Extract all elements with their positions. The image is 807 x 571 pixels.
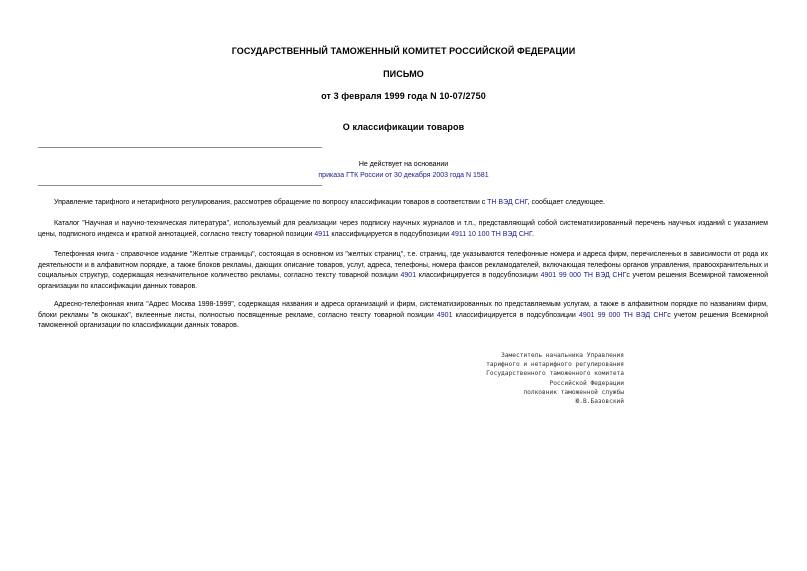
paragraph-3-text-1: Телефонная книга - справочное издание "Желтые страницы", состоящая в основном из "желтых страниц", т.е. страниц, где указываются телефонные номера и адреса фирм, перечисленных в зависимости от рода их деятельности и в алфавитном порядке, а также блоков рекламы, дающих описание товаров, услуг, адреса, телефоны, номера факсов рекламодателей, включающая телефоны органов управления, правоохранительных и социальных структур, содержащая незначительное количество рекламы, согласно тексту товарной позиции bbox=[38, 251, 768, 279]
signature-position-line-4: Российской Федерации bbox=[549, 379, 624, 387]
heading-4901-link-2[interactable]: 4901 bbox=[436, 311, 453, 319]
heading-4901-link[interactable]: 4901 bbox=[400, 272, 417, 279]
paragraph-1-text-1: Управление тарифного и нетарифного регулирования, рассмотрев обращение по вопросу классификации товаров в соответствии с bbox=[54, 199, 488, 206]
subheading-4911-10-100-link[interactable]: 4911 10 100 ТН ВЭД СНГ bbox=[451, 230, 532, 238]
paragraph-3-text-3: с учетом решения Всемирной таможенной организации по классификации данных товаров. bbox=[38, 272, 769, 290]
signature-block bbox=[420, 351, 624, 406]
subheading-4901-99-000-link[interactable]: 4901 99 000 ТН ВЭД СНГ bbox=[540, 272, 627, 279]
paragraph-1-text-2: , сообщает следующее. bbox=[527, 199, 605, 206]
document-type: ПИСЬМО bbox=[383, 69, 424, 79]
tn-ved-link[interactable]: ТН ВЭД СНГ bbox=[487, 199, 528, 206]
paragraph-1 bbox=[38, 198, 768, 209]
paragraph-4-text-2: классифицируется в подсубпозиции bbox=[452, 311, 579, 319]
signature-position-line-3: Государственного таможенного комитета bbox=[486, 370, 624, 378]
paragraph-4-text-1: Адресно-телефонная книга "Адрес Москва 1998-1999", содержащая названия и адреса организаций и фирм, систематизированных по представляемым услугам, а также в алфавитном порядке по названиям фирм, блоки рекламы "в окошках", вклеенные листы, полностью посвященные рекламе, согласно тексту товарной позиции bbox=[38, 301, 768, 319]
paragraph-3 bbox=[38, 250, 768, 292]
heading-4911-link[interactable]: 4911 bbox=[314, 230, 330, 238]
paragraph-3-text-2: классифицируется в подсубпозиции bbox=[416, 272, 541, 279]
paragraph-2-text-3: . bbox=[531, 230, 534, 238]
notice-top-rule bbox=[38, 147, 322, 148]
document-date-number: от 3 февраля 1999 года N 10-07/2750 bbox=[321, 91, 486, 101]
status-notice bbox=[0, 159, 807, 181]
subheading-4901-99-000-link-2[interactable]: 4901 99 000 ТН ВЭД СНГ bbox=[578, 311, 668, 319]
document-subject: О классификации товаров bbox=[342, 122, 465, 132]
organization-title: ГОСУДАРСТВЕННЫЙ ТАМОЖЕННЫЙ КОМИТЕТ РОССИЙСКОЙ ФЕДЕРАЦИИ bbox=[231, 46, 576, 56]
repeal-order-link[interactable]: приказа ГТК России от 30 декабря 2003 года N 1581 bbox=[318, 172, 489, 179]
signature-position-line-2: тарифного и нетарифного регулирования bbox=[486, 361, 624, 369]
paragraph-4 bbox=[38, 300, 768, 332]
paragraph-2-text-1: Каталог "Научная и научно-техническая литература", используемый для реализации через подписку научных журналов и т.п., представляющий собой систематизированный перечень научных изданий с указанием цены, подписного индекса и краткой аннотацией, согласно тексту товарной позиции bbox=[38, 220, 768, 238]
signature-position-line-1: Заместитель начальника Управления bbox=[501, 352, 624, 359]
paragraph-4-text-3: с учетом решения Всемирной таможенной организации по классификации данных товаров. bbox=[38, 311, 769, 329]
signature-rank: полковник таможенной службы bbox=[523, 388, 624, 396]
status-notice-text: Не действует на основании bbox=[358, 161, 449, 168]
paragraph-2 bbox=[38, 219, 768, 240]
signature-name: Ю.В.Базовский bbox=[575, 398, 624, 406]
paragraph-2-text-2: классифицируется в подсубпозиции bbox=[329, 230, 452, 238]
notice-bottom-rule bbox=[38, 185, 322, 186]
